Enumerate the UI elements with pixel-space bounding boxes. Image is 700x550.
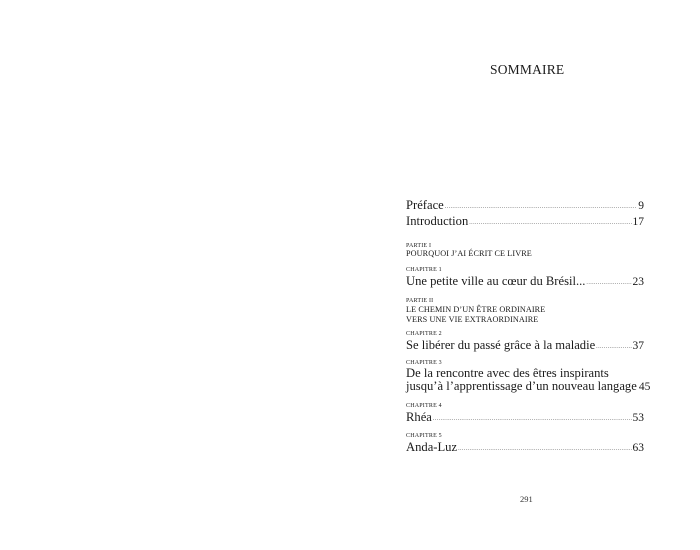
dot-leader	[433, 413, 632, 426]
toc-entry-page: 9	[638, 200, 644, 212]
toc-entry-label: Se libérer du passé grâce à la maladie	[406, 338, 596, 352]
page-title: SOMMAIRE	[490, 62, 565, 77]
toc-entry-chapter-2[interactable]	[406, 339, 644, 355]
part-label: PARTIE I	[406, 243, 432, 249]
toc-entry-chapter-1[interactable]	[406, 275, 644, 291]
chapter-label: CHAPITRE 4	[406, 403, 442, 409]
toc-entry-label: Introduction	[406, 214, 469, 228]
toc-entry-page: 37	[632, 340, 644, 352]
toc-entry-page: 45	[638, 381, 651, 393]
toc-entry-chapter-5[interactable]	[406, 441, 644, 457]
part-label: PARTIE II	[406, 298, 434, 304]
toc-entry-page: 53	[632, 412, 644, 424]
toc-entry-page: 23	[632, 276, 644, 288]
toc-entry-chapter-3[interactable]	[406, 379, 651, 396]
dot-leader	[586, 277, 631, 290]
toc-entry-label: Une petite ville au cœur du Brésil...	[406, 274, 586, 288]
chapter-label: CHAPITRE 1	[406, 267, 442, 273]
dot-leader	[596, 341, 631, 354]
toc-entry-label: Rhéa	[406, 410, 432, 424]
toc-entry-page: 17	[632, 216, 644, 228]
chapter-label: CHAPITRE 3	[406, 360, 442, 366]
chapter-label: CHAPITRE 2	[406, 331, 442, 337]
toc-entry-label: Anda-Luz	[406, 440, 458, 454]
toc-entry-page: 63	[632, 442, 644, 454]
page-number: 291	[520, 494, 533, 504]
toc-entry-introduction[interactable]	[406, 215, 644, 231]
toc-entry-preface[interactable]	[406, 199, 644, 215]
toc-entry-chapter-4[interactable]	[406, 411, 644, 427]
toc-entry-chapter-3-line-1[interactable]: De la rencontre avec des êtres inspirants	[406, 366, 609, 380]
part-title-line-1: LE CHEMIN D’UN ÊTRE ORDINAIRE	[406, 305, 546, 314]
part-title: POURQUOI J’AI ÉCRIT CE LIVRE	[406, 249, 532, 258]
dot-leader	[469, 217, 631, 230]
chapter-label: CHAPITRE 5	[406, 433, 442, 439]
dot-leader	[445, 201, 637, 214]
part-title-line-2: VERS UNE VIE EXTRAORDINAIRE	[406, 315, 539, 324]
toc-entry-label: jusqu’à l’apprentissage d’un nouveau langage	[406, 379, 637, 393]
dot-leader	[458, 443, 631, 456]
toc-entry-label: Préface	[406, 198, 444, 212]
